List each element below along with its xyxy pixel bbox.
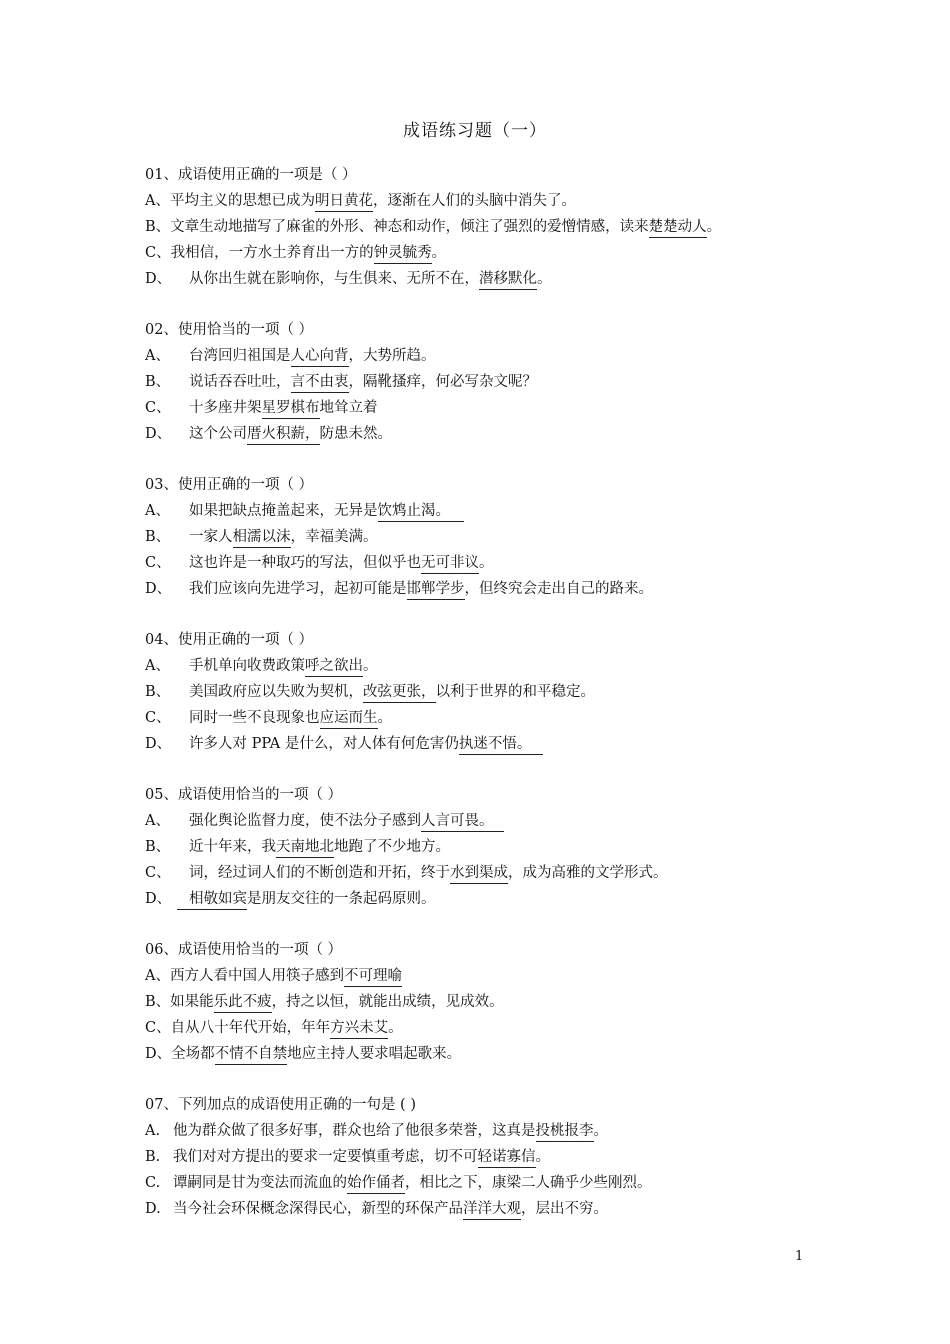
option-text-tail: 。: [388, 1020, 403, 1036]
option-label: B、: [145, 994, 171, 1010]
underlined-idiom: 人心向背: [291, 346, 349, 367]
underlined-idiom: 水到渠成: [450, 863, 508, 884]
underlined-idiom: 方兴未艾: [330, 1018, 388, 1039]
underlined-idiom: 不情不自禁: [215, 1044, 288, 1065]
option-text: 这也许是一种取巧的写法，但似乎也: [189, 555, 421, 571]
option-label: B、: [145, 684, 171, 700]
option-text: 西方人看中国人用筷子感到: [169, 968, 344, 984]
underlined-idiom: 言不由衷: [291, 372, 349, 393]
option-text: 这个公司: [189, 426, 247, 442]
option-text: 美国政府应以失败为契机，: [189, 684, 363, 700]
option-text: 我相信，一方水土养育出一方的: [170, 245, 374, 261]
option-text: 平均主义的思想已成为: [169, 193, 315, 209]
option-text-tail: ，成为高雅的文学形式。: [508, 865, 668, 881]
option-text: 我们对对方提出的要求一定要慎重考虑，切不可: [173, 1149, 478, 1165]
option-text: 他为群众做了很多好事，群众也给了他很多荣誉，这真是: [173, 1123, 536, 1139]
underlined-idiom: 始作俑者: [347, 1173, 405, 1194]
option-b: [145, 369, 825, 395]
option-d: [145, 421, 825, 447]
option-text-tail: 地耸立着: [319, 400, 378, 416]
underlined-idiom: 执迷不悟。: [459, 734, 544, 755]
underlined-idiom: 相濡以沫: [233, 527, 291, 548]
question-stem: 02、使用恰当的一项（ ）: [145, 322, 314, 338]
page-number: 1: [795, 1249, 804, 1264]
question-04: [145, 627, 825, 757]
question-06: [145, 937, 825, 1067]
option-label: A、: [145, 968, 170, 984]
question-stem: 04、使用正确的一项（ ）: [145, 632, 314, 648]
option-b: [145, 834, 825, 860]
option-text-tail: ，持之以恒，就能出成绩，见成效。: [271, 994, 504, 1010]
option-label: C、: [145, 555, 171, 571]
option-text: 强化舆论监督力度，使不法分子感到: [189, 813, 421, 829]
option-label: A、: [145, 348, 170, 364]
option-text-tail: 。: [431, 245, 447, 261]
question-list: [145, 162, 825, 1247]
option-label: D、: [145, 271, 172, 287]
option-b: [145, 989, 825, 1015]
option-label: A、: [145, 503, 170, 519]
question-stem: 03、使用正确的一项（ ）: [145, 477, 314, 493]
option-text-tail: 。: [706, 219, 722, 235]
option-d: [145, 266, 825, 292]
option-label: A.: [145, 1123, 161, 1139]
option-text: 我们应该向先进学习，起初可能是: [189, 581, 407, 597]
option-d: [145, 1196, 825, 1222]
question-01: [145, 162, 825, 292]
underlined-idiom: 乐此不疲: [214, 992, 272, 1013]
underlined-idiom: 人言可畏。: [421, 811, 504, 832]
underlined-idiom: 厝火积薪，: [247, 424, 320, 445]
option-label: C、: [145, 1020, 171, 1036]
underlined-idiom: 明日黄花: [315, 191, 373, 212]
underlined-idiom: 投桃报李: [536, 1121, 594, 1142]
option-label: D、: [145, 1046, 172, 1062]
option-text-tail: 。: [593, 1123, 608, 1139]
option-text: 近十年来，我: [189, 839, 276, 855]
underlined-idiom: 天南地北: [276, 837, 334, 858]
option-c: [145, 860, 825, 886]
option-text-tail: ，层出不穷。: [521, 1201, 608, 1217]
option-label: B、: [145, 219, 171, 235]
option-text-tail: 。: [535, 1149, 550, 1165]
option-c: [145, 1015, 825, 1041]
option-label: D、: [145, 426, 172, 442]
option-label: C.: [145, 1175, 161, 1191]
underlined-idiom: 改弦更张，: [363, 682, 436, 703]
option-label: B、: [145, 374, 171, 390]
underlined-idiom: 无可非议: [421, 553, 479, 574]
option-a: [145, 808, 825, 834]
option-text: 自从八十年代开始，年年: [170, 1020, 331, 1036]
underlined-idiom: 饮鸩止渴。: [378, 501, 465, 522]
option-a: [145, 343, 825, 369]
option-text-tail: ，但终究会走出自己的路来。: [464, 581, 653, 597]
underlined-idiom: 相敬如宾: [177, 889, 247, 910]
option-text: 同时一些不良现象也: [189, 710, 320, 726]
option-text: 说话吞吞吐吐，: [189, 374, 291, 390]
question-stem: 01、成语使用正确的一项是（ ）: [145, 167, 357, 183]
option-d: [145, 886, 825, 912]
option-text-tail: 。: [537, 271, 552, 287]
question-stem: 06、成语使用恰当的一项（ ）: [145, 942, 343, 958]
option-text-tail: 。: [479, 555, 494, 571]
option-label: B.: [145, 1149, 161, 1165]
option-c: [145, 240, 825, 266]
option-label: C、: [145, 245, 171, 261]
option-c: [145, 550, 825, 576]
option-text: 词，经过词人们的不断创造和开拓，终于: [189, 865, 450, 881]
option-text-tail: ，相比之下，康梁二人确乎少些刚烈。: [405, 1175, 652, 1191]
option-text: 十多座井架: [189, 400, 262, 416]
option-text-tail: ，幸福美满。: [290, 529, 378, 545]
underlined-idiom: 洋洋大观: [463, 1199, 521, 1220]
option-text-tail: 以利于世界的和平稳定。: [435, 684, 595, 700]
option-text-tail: 防患未然。: [319, 426, 392, 442]
option-text-tail: 。: [377, 710, 392, 726]
option-label: B、: [145, 529, 171, 545]
question-stem: 05、成语使用恰当的一项（ ）: [145, 787, 343, 803]
question-stem: 07、下列加点的成语使用正确的一句是 ( ): [145, 1097, 416, 1113]
question-07: [145, 1092, 825, 1222]
option-text: 全场都: [171, 1046, 215, 1062]
option-a: [145, 1118, 825, 1144]
option-label: A、: [145, 813, 170, 829]
option-text: 许多人对 PPA 是什么，对人体有何危害仍: [189, 736, 459, 752]
option-label: D.: [145, 1201, 161, 1217]
option-text: 台湾回归祖国是: [189, 348, 291, 364]
option-label: C、: [145, 710, 171, 726]
option-label: C、: [145, 865, 171, 881]
option-text-tail: 地跑了不少地方。: [334, 839, 450, 855]
underlined-idiom: 呼之欲出: [305, 656, 363, 677]
option-text: 手机单向收费政策: [189, 658, 305, 674]
option-c: [145, 395, 825, 421]
question-02: [145, 317, 825, 447]
option-text: 一家人: [189, 529, 233, 545]
underlined-idiom: 不可理喻: [344, 966, 402, 987]
option-a: [145, 498, 825, 524]
option-label: D、: [145, 891, 172, 907]
underlined-idiom: 邯郸学步: [407, 579, 465, 600]
option-text: 从你出生就在影响你，与生俱来、无所不在，: [189, 271, 479, 287]
option-a: [145, 653, 825, 679]
option-text: 如果能: [170, 994, 214, 1010]
option-a: [145, 188, 825, 214]
option-d: [145, 731, 825, 757]
option-a: [145, 963, 825, 989]
option-text-tail: ，隔靴搔痒，何必写杂文呢？: [348, 374, 537, 390]
option-b: [145, 524, 825, 550]
option-text-tail: 地应主持人要求唱起歌来。: [287, 1046, 462, 1062]
option-text: 如果把缺点掩盖起来，无异是: [189, 503, 378, 519]
underlined-idiom: 轻诺寡信: [478, 1147, 536, 1168]
underlined-idiom: 楚楚动人: [649, 217, 707, 238]
option-text-tail: ，逐渐在人们的头脑中消失了。: [372, 193, 576, 209]
option-label: D、: [145, 736, 172, 752]
option-label: D、: [145, 581, 172, 597]
option-label: B、: [145, 839, 171, 855]
underlined-idiom: 应运而生: [320, 708, 378, 729]
option-label: A、: [145, 193, 170, 209]
option-b: [145, 679, 825, 705]
option-c: [145, 705, 825, 731]
option-c: [145, 1170, 825, 1196]
option-b: [145, 214, 825, 240]
option-text: 当今社会环保概念深得民心，新型的环保产品: [173, 1201, 463, 1217]
option-text-tail: ，大势所趋。: [348, 348, 436, 364]
underlined-idiom: 潜移默化: [479, 269, 537, 290]
option-text: 文章生动地描写了麻雀的外形、神态和动作，倾注了强烈的爱憎情感，读来: [170, 219, 649, 235]
option-label: C、: [145, 400, 171, 416]
option-text-tail: 。: [363, 658, 378, 674]
option-text: 谭嗣同是甘为变法而流血的: [173, 1175, 347, 1191]
underlined-idiom: 钟灵毓秀: [374, 243, 432, 264]
option-d: [145, 576, 825, 602]
option-text-tail: 是朋友交往的一条起码原则。: [247, 891, 436, 907]
question-05: [145, 782, 825, 912]
option-label: A、: [145, 658, 170, 674]
page-title: 成语练习题（一）: [403, 121, 547, 141]
question-03: [145, 472, 825, 602]
option-d: [145, 1041, 825, 1067]
underlined-idiom: 星罗棋布: [262, 398, 320, 419]
option-b: [145, 1144, 825, 1170]
